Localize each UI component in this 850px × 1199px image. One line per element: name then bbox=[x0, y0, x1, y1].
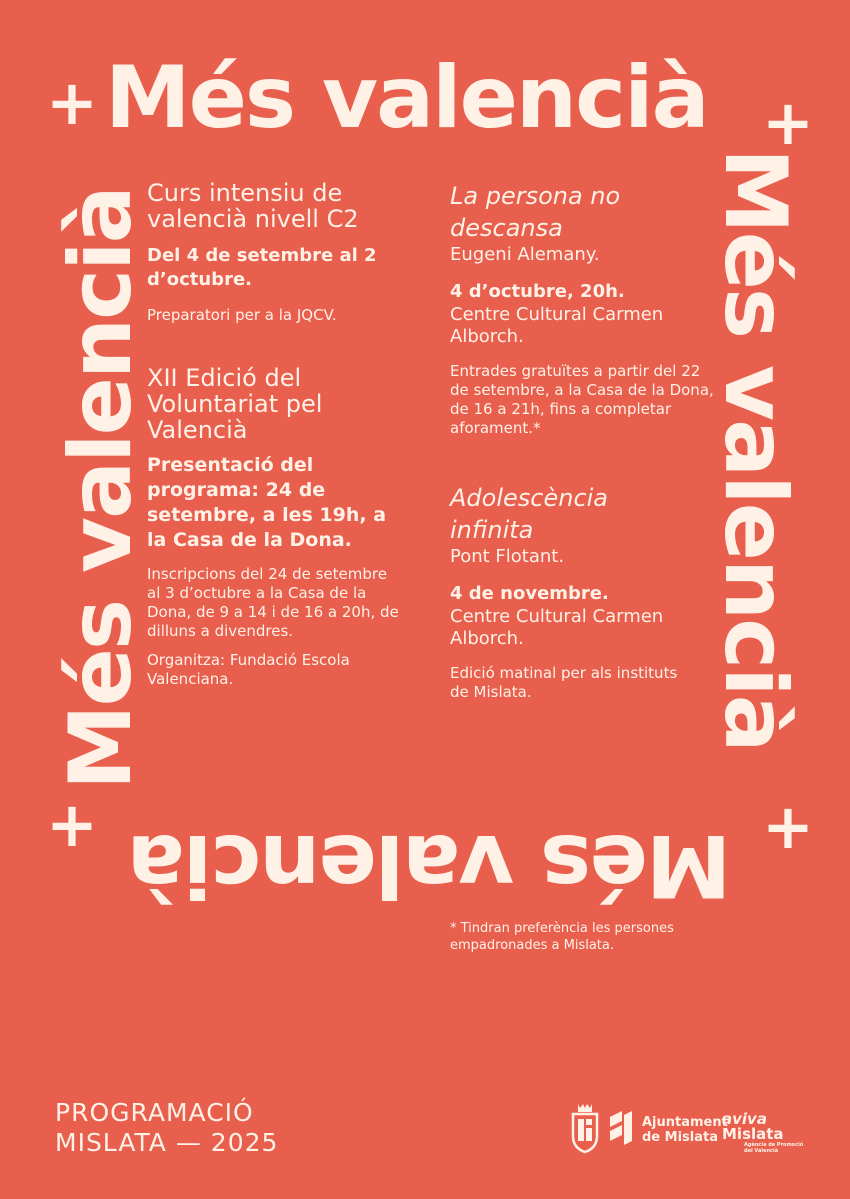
show2-venue: Centre Cultural Carmen Alborch. bbox=[450, 606, 664, 649]
volunteer-registration: Inscripcions del 24 de setembre al 3 d’octubre a la Casa de la Dona, de 9 a 14 i de 16 a 20h, de dilluns a divendres. bbox=[147, 565, 399, 640]
right-column bbox=[450, 180, 750, 702]
volunteer-presentation: Presentació del programa: 24 de setembre, a les 19h, a la Casa de la Dona. bbox=[147, 454, 387, 551]
ajuntament-name bbox=[642, 1115, 728, 1145]
ajuntament-logo bbox=[570, 1102, 728, 1158]
show1-author: Eugeni Alemany. bbox=[450, 244, 600, 265]
aviva-line-1: aviva bbox=[722, 1110, 767, 1128]
plus-icon: + bbox=[46, 66, 98, 139]
course-note: Preparatori per a la JQCV. bbox=[147, 306, 337, 324]
plus-icon: + bbox=[762, 790, 814, 863]
frame-slogan-right: Més valencià bbox=[705, 148, 805, 751]
programme-line-1: PROGRAMACIÓ bbox=[55, 1098, 254, 1127]
show2-note: Edició matinal per als instituts de Mislata. bbox=[450, 664, 678, 701]
ajuntament-line-2: de Mislata bbox=[642, 1130, 718, 1145]
coat-of-arms-icon bbox=[570, 1102, 600, 1158]
plus-icon: + bbox=[46, 788, 98, 861]
frame-slogan-left: Més valencià bbox=[51, 187, 151, 790]
show1-venue: Centre Cultural Carmen Alborch. bbox=[450, 304, 664, 347]
show2-title: Adolescència infinita bbox=[450, 484, 609, 544]
show2-date: 4 de novembre. bbox=[450, 583, 609, 604]
aviva-line-2: Mislata bbox=[722, 1125, 784, 1143]
volunteer-title: XII Edició del Voluntariat pel Valencià bbox=[147, 364, 323, 444]
left-column bbox=[147, 180, 427, 689]
show1-tickets: Entrades gratuïtes a partir del 22 de setembre, a la Casa de la Dona, de 16 a 21h, fins a completar aforament.* bbox=[450, 362, 714, 437]
frame-slogan-top: Més valencià bbox=[105, 48, 708, 148]
aviva-line-3: Agència de Promoció del Valencià bbox=[744, 1142, 804, 1154]
show1-date: 4 d’octubre, 20h. bbox=[450, 281, 625, 302]
course-title: Curs intensiu de valencià nivell C2 bbox=[147, 179, 359, 233]
course-dates: Del 4 de setembre al 2 d’octubre. bbox=[147, 245, 377, 290]
show2-author: Pont Flotant. bbox=[450, 546, 565, 567]
diagonal-stripes-icon bbox=[608, 1111, 634, 1149]
show1-title: La persona no descansa bbox=[450, 182, 621, 242]
aviva-mislata-logo bbox=[722, 1112, 804, 1154]
footnote: * Tindran preferència les persones empadronades a Mislata. bbox=[450, 921, 674, 953]
ajuntament-line-1: Ajuntament bbox=[642, 1115, 728, 1130]
programme-title bbox=[55, 1098, 278, 1158]
programme-line-2: MISLATA — 2025 bbox=[55, 1128, 279, 1157]
plus-icon: + bbox=[762, 86, 814, 159]
frame-slogan-bottom: Més valencià bbox=[128, 815, 732, 915]
volunteer-organizer: Organitza: Fundació Escola Valenciana. bbox=[147, 651, 350, 688]
